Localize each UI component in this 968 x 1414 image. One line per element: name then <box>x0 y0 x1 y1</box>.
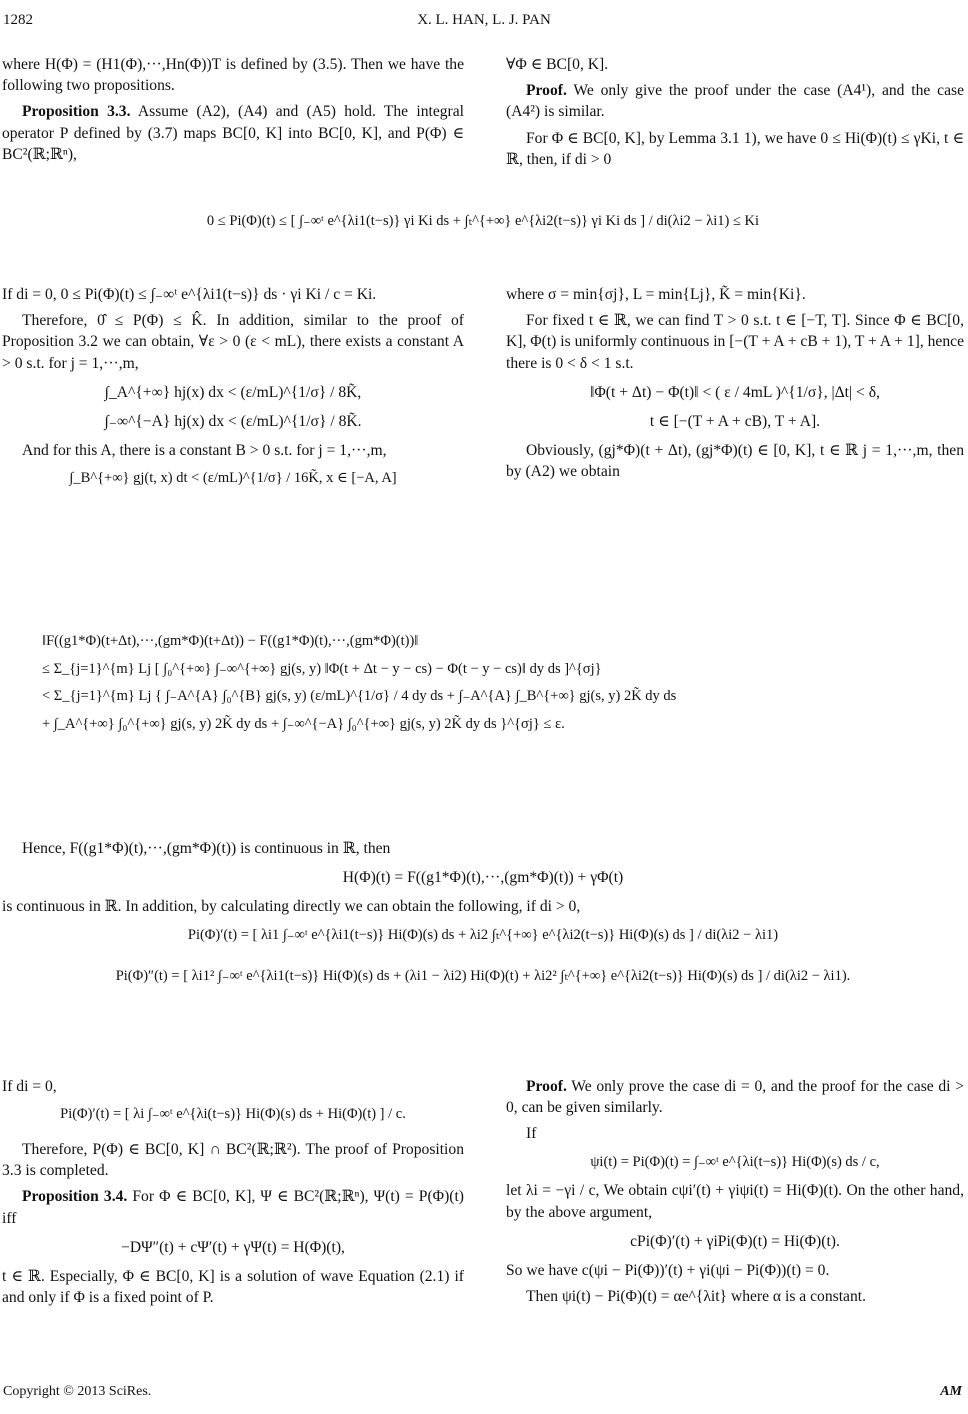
big-inequality-block <box>2 624 964 743</box>
running-title: X. L. HAN, L. J. PAN <box>417 12 551 28</box>
proof-label-2: Proof. <box>526 1078 567 1095</box>
equation-continuity: ‖Φ(t + Δt) − Φ(t)‖ < ( ε / 4mL )^{1/σ}, |Δt| < δ, <box>590 383 880 401</box>
proposition-3-3 <box>2 101 464 165</box>
paragraph-where-sigma: where σ = min{σj}, L = min{Lj}, K̃ = min{Ki}. <box>506 286 806 303</box>
equation-bound-block <box>2 204 964 240</box>
paragraph-hence: Hence, F((g1*Φ)(t),···,(gm*Φ)(t)) is continuous in ℝ, then <box>22 840 391 857</box>
big-ineq-line-3: < Σ_{j=1}^{m} Lj { ∫₋A^{A} ∫₀^{B} gj(s, y) (ε/mL)^{1/σ} / 4 dy ds + ∫₋A^{A} ∫_B^{+∞} gj(s, y) 2K̃ dy ds <box>42 688 677 705</box>
paragraph-let: let λi = −γi / c, We obtain cψi′(t) + γiψi(t) = Hi(Φ)(t). On the other hand, by the above argument, <box>506 1182 964 1221</box>
proposition-3-4-text: For Φ ∈ BC[0, K], Ψ ∈ BC²(ℝ;ℝⁿ), Ψ(t) = P(Φ)(t) iff <box>2 1188 464 1227</box>
big-ineq-line-1: ‖F((g1*Φ)(t+Δt),···,(gm*Φ)(t+Δt)) − F((g1*Φ)(t),···,(gm*Φ)(t))‖ <box>42 633 419 649</box>
paragraph-is-continuous: is continuous in ℝ. In addition, by calculating directly we can obtain the following, if di > 0, <box>2 898 581 916</box>
paragraph-therefore: Therefore, 0̂ ≤ P(Φ) ≤ K̂. In addition, similar to the proof of Proposition 3.2 we can obtain, ∀ε > 0 (ε < mL), there exists a constant A > 0 s.t. for j = 1,···,m, <box>2 312 464 372</box>
proof-label: Proof. <box>526 82 567 100</box>
equation-h-lower: ∫₋∞^{−A} hj(x) dx < (ε/mL)^{1/σ} / 8K̃. <box>104 413 362 431</box>
paragraph-if-d-zero-2: If di = 0, <box>2 1078 57 1095</box>
equation-h-upper: ∫_A^{+∞} hj(x) dx < (ε/mL)^{1/σ} / 8K̃, <box>104 383 362 401</box>
forall-line: ∀Φ ∈ BC[0, K]. <box>506 56 609 73</box>
paragraph-proof-complete: Therefore, P(Φ) ∈ BC[0, K] ∩ BC²(ℝ;ℝ²). The proof of Proposition 3.3 is completed. <box>2 1140 464 1180</box>
right-column-bottom <box>506 1076 964 1312</box>
proposition-3-4-title: Proposition 3.4. <box>22 1188 128 1206</box>
left-column-middle <box>2 284 464 497</box>
equation-bound: 0 ≤ Pi(Φ)(t) ≤ [ ∫₋∞ᵗ e^{λi1(t−s)} γi Ki ds + ∫ₜ^{+∞} e^{λi2(t−s)} γi Ki ds ] / di(λi2 − λi1) ≤ Ki <box>206 213 760 229</box>
paragraph-obviously: Obviously, (gj*Φ)(t + Δt), (gj*Φ)(t) ∈ [0, K], t ∈ ℝ j = 1,···,m, then by (A2) we obtain <box>506 442 964 481</box>
proposition-3-3-text: Assume (A2), (A4) and (A5) hold. The integral operator P defined by (3.7) maps BC[0, K] into BC[0, K], and P(Φ) ∈ BC²(ℝ;ℝⁿ), <box>2 103 464 163</box>
proof-paragraph <box>506 80 964 122</box>
left-column <box>2 54 464 170</box>
equation-g-bound: ∫_B^{+∞} gj(t, x) dt < (ε/mL)^{1/σ} / 16K̃, x ∈ [−A, A] <box>69 470 397 487</box>
equation-wave: −DΨ″(t) + cΨ′(t) + γΨ(t) = H(Φ)(t), <box>121 1238 345 1256</box>
page-footer <box>0 1382 968 1404</box>
copyright: Copyright © 2013 SciRes. <box>3 1384 152 1399</box>
big-ineq-line-2: ≤ Σ_{j=1}^{m} Lj [ ∫₀^{+∞} ∫₋∞^{+∞} gj(s, y) ‖Φ(t + Δt − y − cs) − Φ(t − y − cs)‖ dy ds ]^{σj} <box>42 660 602 677</box>
journal-abbrev: AM <box>940 1384 962 1399</box>
equation-psi: ψi(t) = Pi(Φ)(t) = ∫₋∞ᵗ e^{λi(t−s)} Hi(Φ)(s) ds / c, <box>590 1153 880 1170</box>
equation-h-phi: H(Φ)(t) = F((g1*Φ)(t),···,(gm*Φ)(t)) + γΦ(t) <box>342 869 624 887</box>
right-column-middle <box>506 284 964 488</box>
proof-text-2: We only prove the case di = 0, and the proof for the case di > 0, can be given similarly. <box>506 1078 964 1117</box>
page-number: 1282 <box>3 12 33 28</box>
proposition-3-4 <box>2 1186 464 1228</box>
proposition-3-3-title: Proposition 3.3. <box>22 103 131 121</box>
paragraph-where: where H(Φ) = (H1(Φ),···,Hn(Φ))T is defined by (3.5). Then we have the following two propositions. <box>2 56 464 95</box>
equation-second-derivative: Pi(Φ)″(t) = [ λi1² ∫₋∞ᵗ e^{λi1(t−s)} Hi(Φ)(s) ds + (λi1 − λi2) Hi(Φ)(t) + λi2² ∫ₜ^{+∞} e^{λi2(t−s)} Hi(Φ)(s) ds ] / di(λi2 − λi1). <box>115 968 851 985</box>
big-ineq-line-4: + ∫_A^{+∞} ∫₀^{+∞} gj(s, y) 2K̃ dy ds + ∫₋∞^{−A} ∫₀^{+∞} gj(s, y) 2K̃ dy ds }^{σj} ≤ ε. <box>42 716 565 733</box>
equation-first-derivative: Pi(Φ)′(t) = [ λi1 ∫₋∞ᵗ e^{λi1(t−s)} Hi(Φ)(s) ds + λi2 ∫ₜ^{+∞} e^{λi2(t−s)} Hi(Φ)(s) ds ] / di(λi2 − λi1) <box>187 926 779 943</box>
equation-cp: cPi(Φ)′(t) + γiPi(Φ)(t) = Hi(Φ)(t). <box>630 1232 840 1250</box>
paragraph-constant-b: And for this A, there is a constant B > 0 s.t. for j = 1,···,m, <box>22 442 387 460</box>
left-column-bottom <box>2 1076 464 1313</box>
paragraph-then: Then ψi(t) − Pi(Φ)(t) = αe^{λit} where α is a constant. <box>526 1288 866 1306</box>
page-header <box>0 10 968 32</box>
lemma-paragraph: For Φ ∈ BC[0, K], by Lemma 3.1 1), we have 0 ≤ Hi(Φ)(t) ≤ γKi, t ∈ ℝ, then, if di > 0 <box>506 129 964 168</box>
equation-p-prime: Pi(Φ)′(t) = [ λi ∫₋∞ᵗ e^{λi(t−s)} Hi(Φ)(s) ds + Hi(Φ)(t) ] / c. <box>60 1106 406 1123</box>
paragraph-fixed-t: For fixed t ∈ ℝ, we can find T > 0 s.t. t ∈ [−T, T]. Since Φ ∈ BC[0, K], Φ(t) is uniformly continuous in [−(T + A + cB + 1), T + A + 1], hence there is 0 < δ < 1 s.t. <box>506 312 964 372</box>
paragraph-so-we-have: So we have c(ψi − Pi(Φ))′(t) + γi(ψi − Pi(Φ))(t) = 0. <box>506 1261 830 1279</box>
paragraph-if-d-zero: If di = 0, 0 ≤ Pi(Φ)(t) ≤ ∫₋∞ᵗ e^{λi1(t−s)} ds · γi Ki / c = Ki. <box>2 286 377 303</box>
paragraph-fixed-point: t ∈ ℝ. Especially, Φ ∈ BC[0, K] is a solution of wave Equation (2.1) if and only if Φ is a fixed point of P. <box>2 1267 464 1307</box>
continuity-block <box>2 838 964 995</box>
equation-interval: t ∈ [−(T + A + cB), T + A]. <box>649 413 821 431</box>
paragraph-if: If <box>526 1125 537 1143</box>
proof-text: We only give the proof under the case (A4¹), and the case (A4²) is similar. <box>506 82 964 121</box>
proof-paragraph-2 <box>506 1076 964 1118</box>
right-column <box>506 54 964 175</box>
